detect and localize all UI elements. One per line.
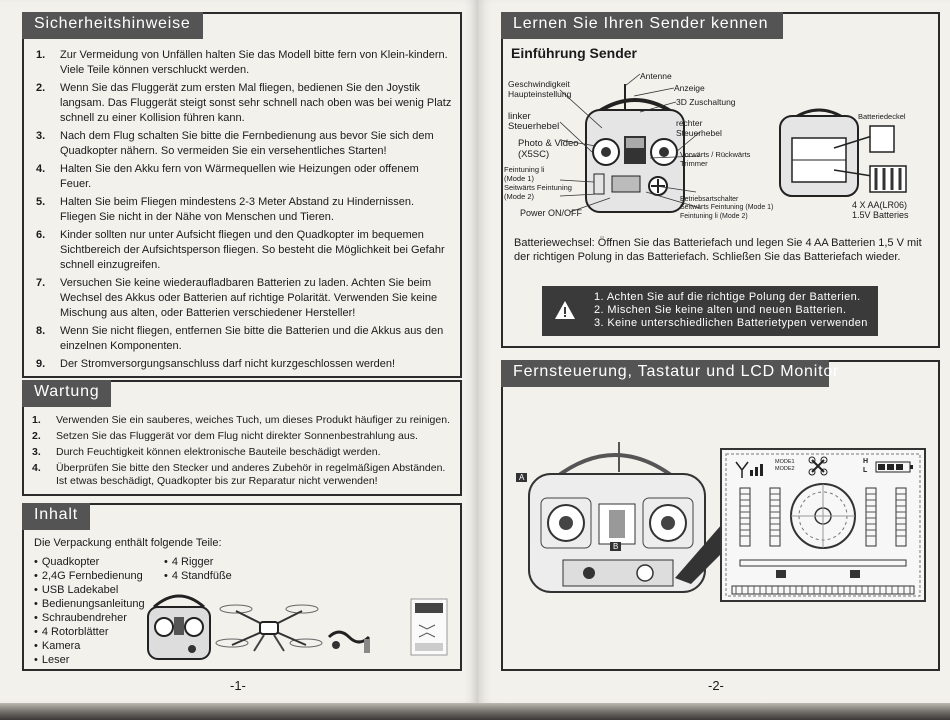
contents-item: • Quadkopter [34, 555, 145, 569]
maintenance-section [22, 380, 462, 496]
item-text: Kinder sollten nur unter Aufsicht fliegen und den Quadkopter im bequemen Sichtbereich der Aufsichtsperson fliegen. So besteht die Möglichkeit bei Gefahr schnell einzugreifen. [60, 229, 445, 271]
maintenance-list [32, 414, 458, 491]
item-text: Zur Vermeidung von Unfällen halten Sie das Modell bitte fern von Klein-kindern. Viele Teile können verschluckt werden. [60, 49, 448, 76]
list-item [36, 276, 452, 321]
list-item [36, 195, 452, 225]
warning-line-2: 2. Mischen Sie keine alten und neuen Batterien. [594, 304, 847, 316]
page-number-right: -2- [708, 678, 724, 693]
label-trim-2b: (Mode 2) [504, 192, 535, 201]
lcd-monitor-diagram [720, 448, 926, 602]
item-number: 7. [36, 277, 46, 289]
label-antenna: Antenne [640, 71, 672, 81]
item-number: 8. [36, 325, 46, 337]
transmitter-subtitle: Einführung Sender [511, 45, 637, 61]
item-text: Setzen Sie das Fluggerät vor dem Flug nicht direkter Sonnenbestrahlung aus. [56, 430, 418, 442]
label-trim-1: Feintuning li [504, 165, 545, 174]
contents-item: • Schraubendreher [34, 611, 145, 625]
maintenance-title: Wartung [22, 380, 111, 407]
label-mode-switch-2: Seitwärts Feintuning (Mode 1) [680, 204, 774, 211]
item-text: Nach dem Flug schalten Sie bitte die Fernbedienung aus bevor Sie sich dem Quadkopter nähern. So vermeiden Sie ein versehentliches Starten! [60, 130, 434, 157]
list-item [32, 462, 458, 488]
item-text: Halten Sie beim Fliegen mindestens 2-3 Meter Abstand zu Hindernissen. Fliegen Sie nicht in der Nähe von Menschen und Tieren. [60, 196, 415, 223]
battery-change-text: Batteriewechsel: Öffnen Sie das Batteriefach und legen Sie 4 AA Batterien 1,5 V mit der richtigen Polung in das Batteriefach. Schließen Sie das Batteriefach wieder. [514, 237, 922, 263]
label-speed: Geschwindigkeit [508, 79, 570, 89]
item-number: 4. [32, 462, 41, 474]
lcd-mode2: MODE2 [775, 466, 795, 472]
item-number: 2. [32, 430, 41, 442]
list-item [32, 414, 458, 427]
accessories-illustration [324, 617, 384, 657]
list-item [36, 129, 452, 159]
label-fb-trim-2: Trimmer [680, 159, 708, 168]
item-text: Wenn Sie das Fluggerät zum ersten Mal fliegen, bedienen Sie den Joystik langsam. Das Fluggerät steigt sonst sehr schnell nach oben was bei wenig Platz schnell zu einer Kollision führen kann. [60, 82, 452, 124]
label-mode-switch: Betriebsartschalter [680, 196, 739, 203]
lcd-h: H [863, 458, 869, 465]
list-item [36, 162, 452, 192]
label-photo: Photo & Video [518, 138, 579, 149]
item-number: 6. [36, 229, 46, 241]
safety-section [22, 12, 462, 378]
item-text: Überprüfen Sie bitte den Stecker und anderes Zubehör in regelmäßigen Abständen. Ist etwas beschädigt, Quadkopter bis zur Reparatur nicht verwenden! [56, 462, 446, 487]
contents-title: Inhalt [22, 503, 90, 530]
contents-item: • Kamera [34, 639, 145, 653]
label-display: Anzeige [674, 83, 705, 93]
label-trim-1b: (Mode 1) [504, 174, 535, 183]
remote-title: Fernsteuerung, Tastatur und LCD Monitor [501, 360, 829, 387]
safety-list [36, 48, 452, 375]
scanner-edge [0, 703, 950, 720]
package-illustration [409, 597, 449, 657]
marker-a: A [516, 473, 527, 482]
label-mode-switch-3: Feintuning li (Mode 2) [680, 213, 748, 220]
marker-b: B [610, 542, 621, 551]
contents-item: • 4 Rigger [164, 555, 232, 569]
list-item [32, 430, 458, 443]
warning-line-1: 1. Achten Sie auf die richtige Polung der Batterien. [594, 291, 861, 303]
list-item [36, 324, 452, 354]
label-battery-cover: Batteriedeckel [858, 112, 906, 121]
contents-list-2 [164, 555, 232, 583]
item-number: 3. [36, 130, 46, 142]
item-number: 1. [32, 414, 41, 426]
list-item [36, 48, 452, 78]
transmitter-title: Lernen Sie Ihren Sender kennen [501, 12, 783, 39]
remote-detail-diagram [515, 438, 715, 598]
label-left-stick: linker [508, 111, 531, 122]
safety-title: Sicherheitshinweise [22, 12, 203, 39]
item-number: 9. [36, 358, 46, 370]
item-number: 1. [36, 49, 46, 61]
label-fb-trim: Vorwärts / Rückwärts [680, 150, 751, 159]
list-item [36, 357, 452, 372]
item-text: Der Stromversorgungsanschluss darf nicht kurzgeschlossen werden! [60, 358, 396, 370]
item-number: 4. [36, 163, 46, 175]
page-number-left: -1- [230, 678, 246, 693]
transmitter-diagram [580, 82, 690, 222]
battery-warning [542, 286, 878, 336]
lcd-mode1: MODE1 [775, 459, 795, 465]
list-item [32, 446, 458, 459]
contents-item: • 4 Standfüße [164, 569, 232, 583]
contents-item: • 4 Rotorblätter [34, 625, 145, 639]
label-batteries-2: 1.5V Batteries [852, 210, 909, 220]
contents-section [22, 503, 462, 671]
contents-item: • Bedienungsanleitung [34, 597, 145, 611]
list-item [36, 228, 452, 273]
contents-item: • Leser [34, 653, 145, 667]
contents-list-1 [34, 555, 145, 667]
item-text: Durch Feuchtigkeit können elektronische Bauteile beschädigt werden. [56, 446, 381, 458]
lcd-l: L [863, 467, 868, 474]
label-right-stick-2: Steuerhebel [676, 128, 722, 138]
contents-item: • USB Ladekabel [34, 583, 145, 597]
item-text: Verwenden Sie ein sauberes, weiches Tuch, um dieses Produkt häufiger zu reinigen. [56, 414, 450, 426]
label-right-stick: rechter [676, 118, 703, 128]
label-batteries: 4 X AA(LR06) [852, 200, 908, 210]
list-item [36, 81, 452, 126]
remote-illustration [144, 587, 214, 667]
contents-item: • 2,4G Fernbedienung [34, 569, 145, 583]
contents-intro: Die Verpackung enthält folgende Teile: [34, 537, 222, 549]
label-photo-2: (X5SC) [518, 149, 550, 160]
label-flip: 3D Zuschaltung [676, 97, 736, 107]
item-number: 3. [32, 446, 41, 458]
warning-line-3: 3. Keine unterschiedlichen Batterietypen verwenden [594, 317, 868, 329]
item-text: Halten Sie den Akku fern von Wärmequellen wie Heizungen oder offenem Feuer. [60, 163, 419, 190]
item-text: Versuchen Sie keine wiederaufladbaren Batterien zu laden. Achten Sie beim Wechsel des Akkus oder Batterien auf richtige Polarität. Verwenden Sie keine Mischung aus alten, oder Batterien verschiedener Hersteller! [60, 277, 438, 319]
quadcopter-illustration [214, 595, 324, 665]
item-text: Wenn Sie nicht fliegen, entfernen Sie bitte die Batterien und die Akkus aus den einzelnen Komponenten. [60, 325, 444, 352]
label-trim-2: Seitwärts Feintuning [504, 183, 572, 192]
label-speed-2: Haupteinstellung [508, 89, 572, 99]
label-power: Power ON/OFF [520, 208, 583, 218]
item-number: 2. [36, 82, 46, 94]
item-number: 5. [36, 196, 46, 208]
label-left-stick-2: Steuerhebel [508, 121, 560, 132]
warning-icon [554, 300, 576, 320]
